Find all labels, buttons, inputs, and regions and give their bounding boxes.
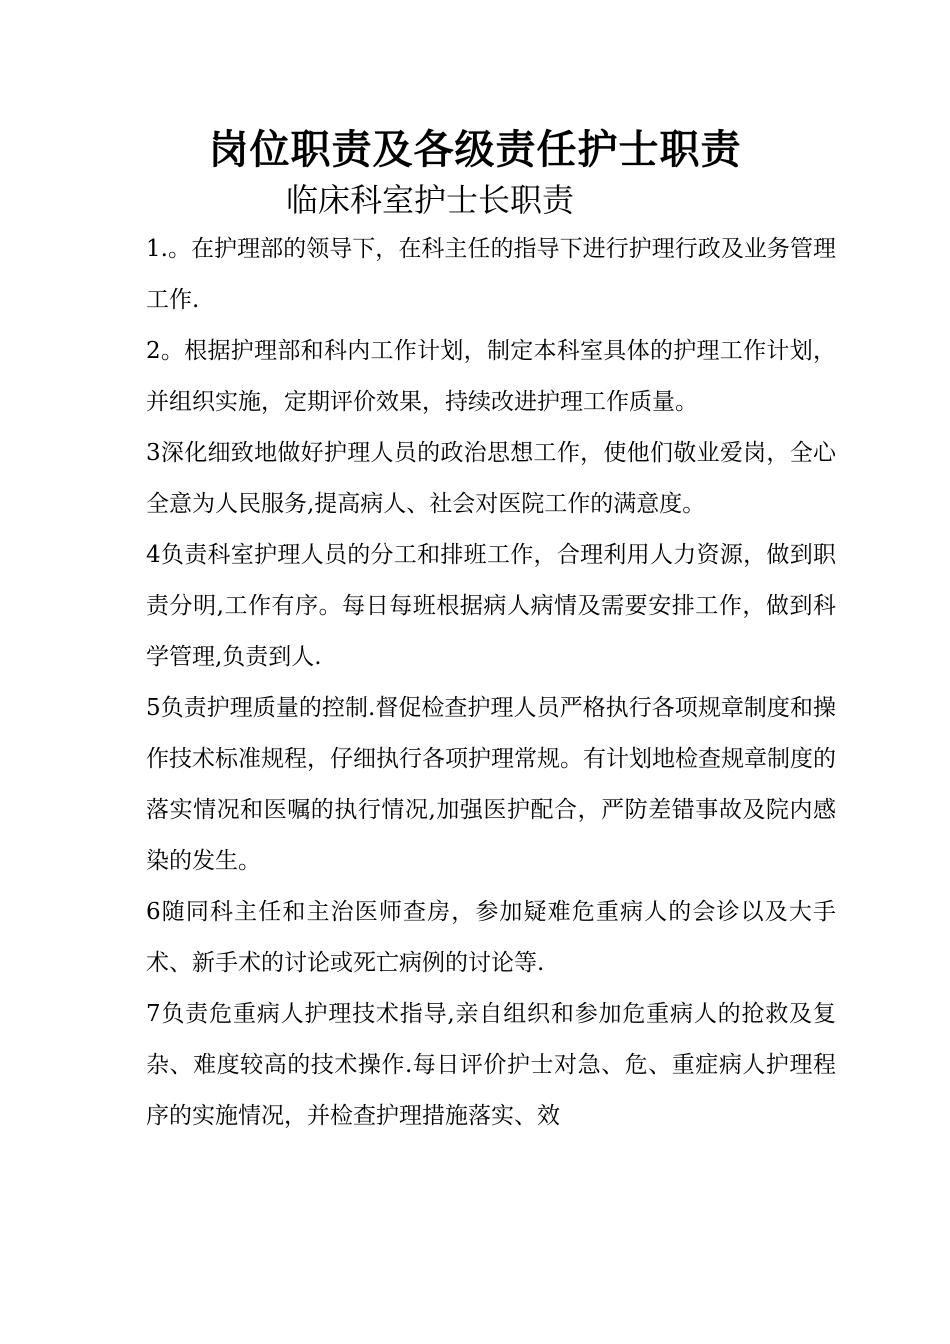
duty-paragraph-1: 1.。在护理部的领导下，在科主任的指导下进行护理行政及业务管理工作. — [146, 236, 836, 313]
duty-paragraph-4: 4负责科室护理人员的分工和排班工作，合理利用人力资源，做到职责分明,工作有序。每日每班根据病人病情及需要安排工作，做到科学管理,负责到人. — [146, 542, 836, 670]
duty-paragraph-3: 3深化细致地做好护理人员的政治思想工作，使他们敬业爱岗，全心全意为人民服务,提高病人、社会对医院工作的满意度。 — [146, 440, 836, 517]
document-title: 岗位职责及各级责任护士职责 — [208, 126, 742, 173]
duty-paragraph-2: 2。根据护理部和科内工作计划，制定本科室具体的护理工作计划，并组织实施，定期评价效果，持续改进护理工作质量。 — [146, 338, 836, 415]
section-heading: 临床科室护士长职责 — [286, 181, 575, 219]
duty-paragraph-7: 7负责危重病人护理技术指导,亲自组织和参加危重病人的抢救及复杂、难度较高的技术操作.每日评价护士对急、危、重症病人护理程序的实施情况，并检查护理措施落实、效 — [146, 1001, 836, 1129]
duty-paragraph-6: 6随同科主任和主治医师查房，参加疑难危重病人的会诊以及大手术、新手术的讨论或死亡病例的讨论等. — [146, 899, 836, 976]
document-body — [146, 224, 836, 1142]
duty-paragraph-5: 5负责护理质量的控制.督促检查护理人员严格执行各项规章制度和操作技术标准规程，仔细执行各项护理常规。有计划地检查规章制度的落实情况和医嘱的执行情况,加强医护配合，严防差错事故及院内感染的发生。 — [146, 695, 836, 874]
